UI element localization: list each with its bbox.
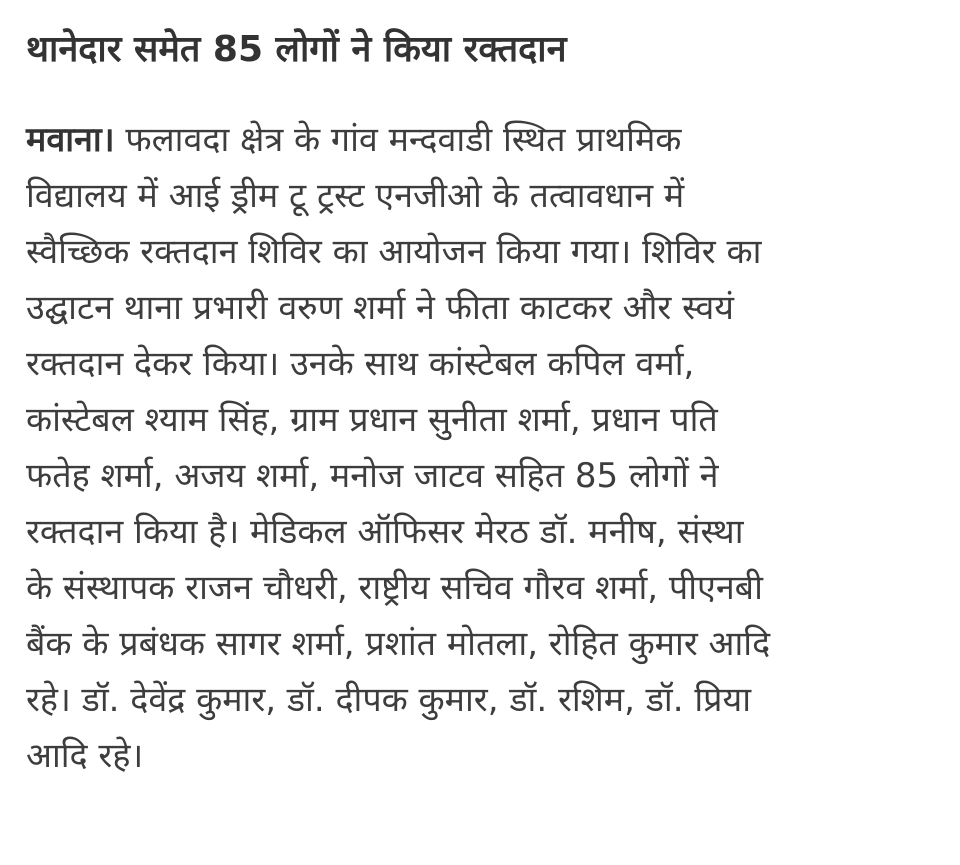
article-headline: थानेदार समेत 85 लोगों ने किया रक्तदान [26, 29, 567, 70]
article-line: कांस्टेबल श्याम सिंह, ग्राम प्रधान सुनीता शर्मा, प्रधान पति [26, 400, 718, 440]
article-dateline: मवाना। [26, 120, 115, 160]
article-line: स्वैच्छिक रक्तदान शिविर का आयोजन किया गया। शिविर का [26, 232, 762, 272]
article-line: फतेह शर्मा, अजय शर्मा, मनोज जाटव सहित 85 लोगों ने [26, 456, 719, 496]
article-line: उद्घाटन थाना प्रभारी वरुण शर्मा ने फीता काटकर और स्वयं [26, 288, 734, 328]
article-line: आदि रहे। [26, 736, 144, 776]
article-body [26, 112, 936, 784]
article-line: रक्तदान किया है। मेडिकल ऑफिसर मेरठ डॉ. मनीष, संस्था [26, 512, 744, 552]
article-line: के संस्थापक राजन चौधरी, राष्ट्रीय सचिव गौरव शर्मा, पीएनबी [26, 568, 763, 608]
article-line-text: फलावदा क्षेत्र के गांव मन्दवाडी स्थित प्राथमिक [114, 120, 682, 160]
article-line: रक्तदान देकर किया। उनके साथ कांस्टेबल कपिल वर्मा, [26, 344, 695, 384]
article-line: रहे। डॉ. देवेंद्र कुमार, डॉ. दीपक कुमार, डॉ. रशिम, डॉ. प्रिया [26, 680, 752, 720]
article-line [26, 112, 936, 168]
article-line: विद्यालय में आई ड्रीम टू ट्रस्ट एनजीओ के तत्वावधान में [26, 176, 685, 216]
article-line: बैंक के प्रबंधक सागर शर्मा, प्रशांत मोतला, रोहित कुमार आदि [26, 624, 771, 664]
news-article [26, 22, 936, 784]
